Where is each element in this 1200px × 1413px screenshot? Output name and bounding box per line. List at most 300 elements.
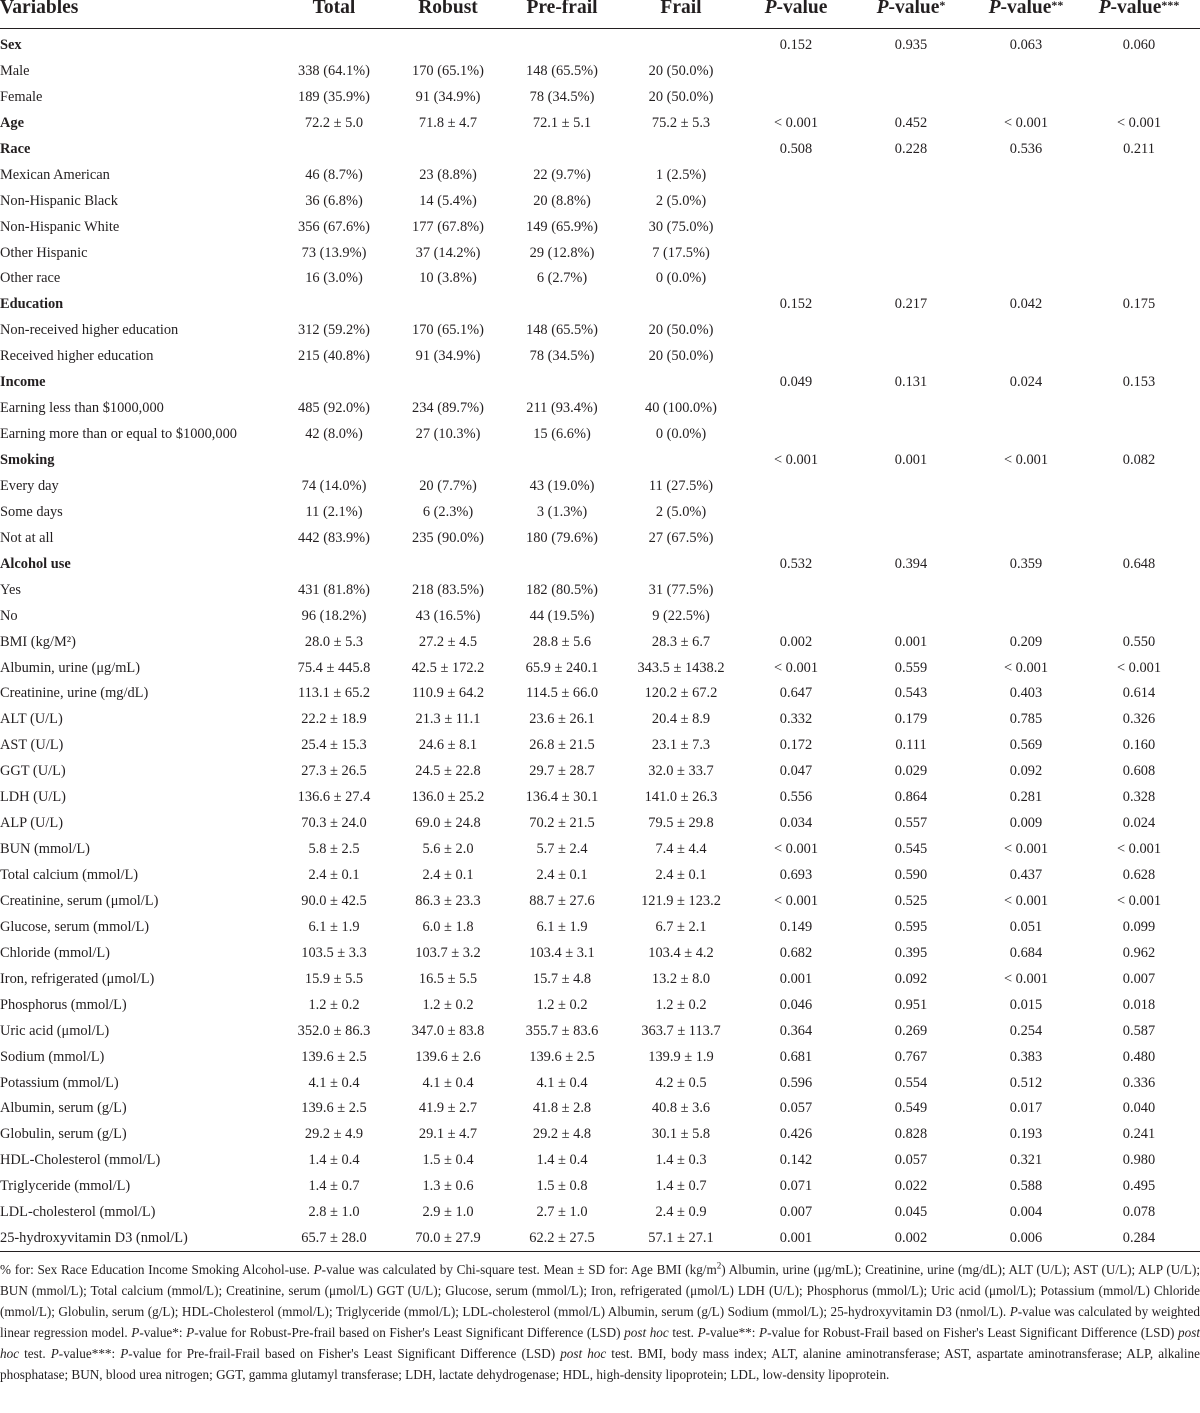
cell-p: 0.172 bbox=[779, 737, 813, 754]
table-row bbox=[0, 863, 1200, 889]
row-label: Non-Hispanic White bbox=[0, 218, 120, 235]
table-row bbox=[0, 344, 1200, 370]
cell-frail: 6.7 ± 2.1 bbox=[655, 918, 707, 935]
cell-robust: 24.6 ± 8.1 bbox=[418, 737, 478, 754]
cell-robust: 27 (10.3%) bbox=[415, 426, 481, 443]
cell-p: < 0.001 bbox=[773, 841, 819, 858]
cell-prefrail: 44 (19.5%) bbox=[529, 607, 595, 624]
cell-p3: 0.628 bbox=[1122, 867, 1156, 883]
cell-total: 75.4 ± 445.8 bbox=[297, 659, 371, 676]
table-row bbox=[0, 604, 1200, 630]
row-label: Smoking bbox=[0, 452, 55, 468]
row-label: Earning more than or equal to $1000,000 bbox=[0, 426, 237, 443]
cell-p1: 0.111 bbox=[895, 737, 927, 754]
cell-prefrail: 70.2 ± 21.5 bbox=[529, 815, 595, 832]
cell-robust: 23 (8.8%) bbox=[419, 166, 477, 183]
table-row bbox=[0, 967, 1200, 993]
cell-robust: 103.7 ± 3.2 bbox=[415, 944, 481, 961]
cell-p3: 0.024 bbox=[1122, 815, 1156, 832]
cell-prefrail: 1.4 ± 0.4 bbox=[536, 1152, 588, 1169]
cell-p2: < 0.001 bbox=[1003, 659, 1049, 676]
cell-robust: 14 (5.4%) bbox=[419, 192, 477, 209]
row-label: Alcohol use bbox=[0, 555, 71, 572]
header-p-value-2star: P-value** bbox=[988, 0, 1064, 18]
cell-robust: 136.0 ± 25.2 bbox=[411, 789, 485, 806]
cell-frail: 20 (50.0%) bbox=[648, 88, 714, 105]
cell-p3: 0.099 bbox=[1122, 918, 1156, 935]
cell-p3: < 0.001 bbox=[1116, 892, 1162, 909]
row-label: Yes bbox=[0, 581, 21, 598]
cell-p: 0.332 bbox=[779, 711, 813, 728]
cell-total: 22.2 ± 18.9 bbox=[301, 711, 367, 728]
cell-p1: 0.828 bbox=[894, 1126, 928, 1143]
cell-total: 36 (6.8%) bbox=[305, 192, 363, 209]
table-row bbox=[0, 1226, 1200, 1252]
cell-frail: 2 (5.0%) bbox=[655, 192, 707, 209]
row-label: No bbox=[0, 607, 18, 624]
cell-p: 0.001 bbox=[779, 1230, 813, 1247]
cell-total: 431 (81.8%) bbox=[298, 581, 370, 598]
cell-p: < 0.001 bbox=[773, 114, 819, 131]
row-label: Creatinine, urine (mg/dL) bbox=[0, 685, 149, 702]
cell-p1: 0.001 bbox=[894, 452, 928, 468]
cell-frail: 0 (0.0%) bbox=[655, 270, 707, 287]
cell-prefrail: 6.1 ± 1.9 bbox=[536, 918, 588, 935]
cell-robust: 6.0 ± 1.8 bbox=[422, 918, 474, 935]
row-label: Income bbox=[0, 374, 46, 391]
table-row bbox=[0, 241, 1200, 267]
cell-robust: 218 (83.5%) bbox=[412, 581, 484, 598]
row-label: BMI (kg/M²) bbox=[0, 633, 76, 650]
cell-total: 215 (40.8%) bbox=[298, 348, 370, 365]
row-label: Earning less than $1000,000 bbox=[0, 400, 164, 417]
cell-frail: 57.1 ± 27.1 bbox=[648, 1230, 714, 1247]
table-row bbox=[0, 707, 1200, 733]
cell-p2: 0.536 bbox=[1009, 140, 1043, 157]
cell-frail: 139.9 ± 1.9 bbox=[648, 1048, 714, 1065]
table-row bbox=[0, 1122, 1200, 1148]
cell-prefrail: 180 (79.6%) bbox=[526, 529, 598, 546]
cell-total: 1.4 ± 0.4 bbox=[308, 1152, 360, 1169]
header-p-value-3star: P-value*** bbox=[1098, 0, 1180, 18]
table-row bbox=[0, 1174, 1200, 1200]
cell-p1: 0.549 bbox=[894, 1100, 928, 1117]
cell-prefrail: 22 (9.7%) bbox=[533, 166, 591, 183]
cell-total: 27.3 ± 26.5 bbox=[301, 763, 367, 780]
cell-total: 11 (2.1%) bbox=[305, 503, 363, 520]
cell-p2: 0.254 bbox=[1009, 1022, 1043, 1039]
header-prefrail: Pre-frail bbox=[526, 0, 598, 18]
cell-p2: 0.569 bbox=[1009, 737, 1043, 754]
bottom-rule bbox=[0, 1251, 1200, 1252]
cell-robust: 170 (65.1%) bbox=[412, 322, 484, 339]
cell-p3: 0.153 bbox=[1122, 374, 1156, 391]
row-label: ALT (U/L) bbox=[0, 711, 63, 728]
cell-p1: 0.590 bbox=[894, 867, 928, 883]
cell-robust: 234 (89.7%) bbox=[412, 400, 484, 417]
cell-robust: 4.1 ± 0.4 bbox=[422, 1074, 474, 1091]
cell-robust: 71.8 ± 4.7 bbox=[418, 114, 478, 131]
cell-p1: 0.395 bbox=[894, 944, 928, 961]
cell-frail: 40 (100.0%) bbox=[645, 400, 717, 417]
cell-prefrail: 148 (65.5%) bbox=[526, 62, 598, 79]
cell-robust: 24.5 ± 22.8 bbox=[415, 763, 481, 780]
row-label: Potassium (mmol/L) bbox=[0, 1074, 119, 1091]
cell-total: 136.6 ± 27.4 bbox=[297, 789, 371, 806]
cell-p1: 0.559 bbox=[894, 659, 928, 676]
cell-prefrail: 65.9 ± 240.1 bbox=[525, 659, 599, 676]
cell-prefrail: 26.8 ± 21.5 bbox=[529, 737, 595, 754]
cell-p1: 0.595 bbox=[894, 918, 928, 935]
cell-p1: 0.554 bbox=[894, 1074, 928, 1091]
cell-robust: 16.5 ± 5.5 bbox=[418, 970, 478, 987]
table-row bbox=[0, 889, 1200, 915]
row-label: Education bbox=[0, 296, 64, 313]
row-label: Albumin, serum (g/L) bbox=[0, 1100, 127, 1117]
cell-total: 312 (59.2%) bbox=[298, 322, 370, 339]
table-footnote: % for: Sex Race Education Income Smoking Alcohol-use. P-value was calculated by Chi-square test. Mean ± SD for: Age BMI $(kg/m^2)$ Albumin, urine (μg/mL); Creatinine, urine (mg/dL); ALT (U/L); AST (U/L); ALP (U/L); BUN (mmol/L); Total calcium (mmol/L); Creatinine, serum (μmol/L) GGT (U/L); Glucose, serum (mmol/L); Iron, refrigerated (μmol/L) LDH (U/L); Phosphorus (mmol/L); Uric acid (μmol/L); Potassium (mmol/L) Chloride (mmol/L); Globulin, serum (g/L); HDL-Cholesterol (mmol/L); Triglyceride (mmol/L); LDL-cholesterol (mmol/L) Albumin, serum (g/L) Sodium (mmol/L); 25-hydroxyvitamin D3 (nmol/L). P-value was calculated by weighted linear regression model. P-value*: P-value for Robust-Pre-frail based on Fisher's Least Significant Difference (LSD) post hoc test. P-value**: P-value for Robust-Frail based on Fisher's Least Significant Difference (LSD) post hoc test. P-value***: P-value for Pre-frail-Frail based on Fisher's Least Significant Difference (LSD) post hoc test. BMI, body mass index; ALT, alanine aminotransferase; AST, aspartate aminotransferase; ALP, alkaline phosphatase; BUN, blood urea nitrogen; GGT, gamma glutamyl transferase; LDH, lactate dehydrogenase; HDL, high-density lipoprotein; LDL, low-density lipoprotein. bbox=[0, 1260, 1200, 1382]
cell-frail: 363.7 ± 113.7 bbox=[641, 1022, 721, 1039]
cell-prefrail: 29.2 ± 4.8 bbox=[532, 1126, 592, 1143]
row-label: Non-Hispanic Black bbox=[0, 192, 118, 209]
cell-p3: 0.078 bbox=[1122, 1204, 1156, 1221]
cell-p2: 0.051 bbox=[1009, 918, 1043, 935]
cell-prefrail: 43 (19.0%) bbox=[529, 477, 595, 494]
cell-p3: 0.082 bbox=[1122, 452, 1156, 468]
cell-robust: 21.3 ± 11.1 bbox=[415, 711, 481, 728]
cell-p: 0.152 bbox=[779, 296, 813, 313]
cell-robust: 27.2 ± 4.5 bbox=[418, 633, 478, 650]
table-row bbox=[0, 630, 1200, 656]
table-row bbox=[0, 578, 1200, 604]
cell-p2: < 0.001 bbox=[1003, 114, 1049, 131]
row-label: Other Hispanic bbox=[0, 244, 88, 261]
cell-p2: 0.359 bbox=[1009, 555, 1043, 572]
cell-prefrail: 20 (8.8%) bbox=[533, 192, 591, 209]
cell-robust: 6 (2.3%) bbox=[422, 503, 474, 520]
cell-robust: 110.9 ± 64.2 bbox=[411, 685, 485, 702]
cell-frail: 2.4 ± 0.1 bbox=[655, 867, 707, 883]
cell-robust: 10 (3.8%) bbox=[419, 270, 477, 287]
cell-p: < 0.001 bbox=[773, 892, 819, 909]
row-label: Non-received higher education bbox=[0, 322, 179, 339]
cell-p2: < 0.001 bbox=[1003, 452, 1049, 468]
cell-p2: 0.209 bbox=[1009, 633, 1043, 650]
header-variables: Variables bbox=[0, 0, 79, 18]
cell-p3: 0.175 bbox=[1122, 296, 1156, 313]
cell-p3: 0.040 bbox=[1122, 1100, 1156, 1117]
row-label: Chloride (mmol/L) bbox=[0, 944, 110, 961]
cell-p: 0.681 bbox=[779, 1048, 813, 1065]
cell-frail: 343.5 ± 1438.2 bbox=[637, 659, 725, 676]
cell-p: 0.046 bbox=[779, 996, 813, 1013]
cell-frail: 103.4 ± 4.2 bbox=[648, 944, 714, 961]
cell-p2: 0.321 bbox=[1009, 1152, 1043, 1169]
cell-p3: 0.962 bbox=[1122, 944, 1156, 961]
table-body bbox=[0, 33, 1200, 1252]
cell-total: 15.9 ± 5.5 bbox=[304, 970, 364, 987]
cell-total: 2.8 ± 1.0 bbox=[308, 1204, 360, 1221]
row-label: Phosphorus (mmol/L) bbox=[0, 996, 127, 1013]
cell-p1: 0.269 bbox=[894, 1022, 928, 1039]
cell-p: < 0.001 bbox=[773, 659, 819, 676]
table-row bbox=[0, 422, 1200, 448]
cell-total: 139.6 ± 2.5 bbox=[301, 1048, 367, 1065]
table-row bbox=[0, 1071, 1200, 1097]
cell-robust: 1.5 ± 0.4 bbox=[422, 1152, 474, 1169]
cell-p1: 0.029 bbox=[894, 763, 928, 780]
cell-p: 0.047 bbox=[779, 763, 813, 780]
cell-frail: 1.4 ± 0.3 bbox=[655, 1152, 707, 1169]
cell-frail: 0 (0.0%) bbox=[655, 426, 707, 443]
cell-frail: 7 (17.5%) bbox=[652, 244, 710, 261]
cell-robust: 69.0 ± 24.8 bbox=[415, 815, 481, 832]
table-row bbox=[0, 993, 1200, 1019]
row-label: Albumin, urine (μg/mL) bbox=[0, 659, 141, 676]
cell-frail: 32.0 ± 33.7 bbox=[648, 763, 714, 780]
cell-p1: 0.557 bbox=[894, 815, 928, 832]
cell-robust: 235 (90.0%) bbox=[412, 529, 484, 546]
table-row bbox=[0, 163, 1200, 189]
cell-frail: 2.4 ± 0.9 bbox=[655, 1204, 707, 1221]
row-label: Not at all bbox=[0, 529, 54, 546]
cell-prefrail: 114.5 ± 66.0 bbox=[525, 685, 599, 702]
cell-prefrail: 4.1 ± 0.4 bbox=[536, 1074, 588, 1091]
table-row bbox=[0, 811, 1200, 837]
cell-p2: 0.024 bbox=[1009, 374, 1043, 391]
cell-prefrail: 148 (65.5%) bbox=[526, 322, 598, 339]
table-row bbox=[0, 1200, 1200, 1226]
cell-p3: < 0.001 bbox=[1116, 659, 1162, 676]
row-label: LDL-cholesterol (mmol/L) bbox=[0, 1204, 156, 1221]
cell-robust: 347.0 ± 83.8 bbox=[411, 1022, 485, 1039]
cell-total: 65.7 ± 28.0 bbox=[301, 1230, 367, 1247]
cell-total: 352.0 ± 86.3 bbox=[297, 1022, 371, 1039]
cell-prefrail: 28.8 ± 5.6 bbox=[532, 633, 592, 650]
cell-p2: 0.437 bbox=[1009, 867, 1043, 883]
row-label: GGT (U/L) bbox=[0, 763, 66, 780]
cell-p2: 0.281 bbox=[1009, 789, 1043, 806]
header-frail: Frail bbox=[660, 0, 702, 18]
cell-prefrail: 5.7 ± 2.4 bbox=[536, 841, 588, 858]
cell-total: 72.2 ± 5.0 bbox=[304, 114, 364, 131]
cell-p1: 0.022 bbox=[894, 1178, 928, 1195]
row-label: ALP (U/L) bbox=[0, 815, 64, 832]
row-label: Sex bbox=[0, 37, 22, 53]
cell-total: 96 (18.2%) bbox=[301, 607, 367, 624]
cell-p2: 0.684 bbox=[1009, 944, 1043, 961]
cell-total: 70.3 ± 24.0 bbox=[301, 815, 367, 832]
row-label: AST (U/L) bbox=[0, 737, 64, 754]
row-label: LDH (U/L) bbox=[0, 789, 66, 806]
cell-p3: 0.326 bbox=[1122, 711, 1156, 728]
cell-prefrail: 139.6 ± 2.5 bbox=[529, 1048, 595, 1065]
cell-total: 2.4 ± 0.1 bbox=[308, 867, 360, 883]
cell-p1: 0.525 bbox=[894, 892, 928, 909]
cell-p1: 0.394 bbox=[894, 555, 928, 572]
cell-p3: 0.060 bbox=[1122, 37, 1156, 53]
row-label: Mexican American bbox=[0, 166, 110, 183]
cell-p: 0.149 bbox=[779, 918, 813, 935]
cell-frail: 28.3 ± 6.7 bbox=[651, 633, 711, 650]
row-label: Received higher education bbox=[0, 348, 154, 365]
cell-p3: 0.587 bbox=[1122, 1022, 1156, 1039]
cell-p2: 0.063 bbox=[1009, 37, 1043, 53]
cell-frail: 1.2 ± 0.2 bbox=[655, 996, 707, 1013]
cell-p1: 0.543 bbox=[894, 685, 928, 702]
cell-frail: 2 (5.0%) bbox=[655, 503, 707, 520]
table-row bbox=[0, 85, 1200, 111]
table-row bbox=[0, 318, 1200, 344]
cell-frail: 31 (77.5%) bbox=[648, 581, 714, 598]
cell-robust: 43 (16.5%) bbox=[415, 607, 481, 624]
cell-robust: 37 (14.2%) bbox=[415, 244, 481, 261]
table-section-row bbox=[0, 292, 1200, 318]
table-row bbox=[0, 59, 1200, 85]
cell-p2: < 0.001 bbox=[1003, 970, 1049, 987]
cell-frail: 27 (67.5%) bbox=[648, 529, 714, 546]
cell-frail: 23.1 ± 7.3 bbox=[651, 737, 711, 754]
cell-frail: 1 (2.5%) bbox=[655, 166, 707, 183]
header-p-value: P-value bbox=[764, 0, 828, 18]
table-row bbox=[0, 500, 1200, 526]
cell-p: 0.002 bbox=[779, 633, 813, 650]
cell-total: 6.1 ± 1.9 bbox=[308, 918, 360, 935]
cell-total: 73 (13.9%) bbox=[301, 244, 367, 261]
table-row bbox=[0, 189, 1200, 215]
cell-prefrail: 2.4 ± 0.1 bbox=[536, 867, 588, 883]
cell-robust: 139.6 ± 2.6 bbox=[415, 1048, 481, 1065]
table-row bbox=[0, 785, 1200, 811]
header-robust: Robust bbox=[418, 0, 478, 18]
table-row bbox=[0, 266, 1200, 292]
cell-robust: 5.6 ± 2.0 bbox=[422, 841, 474, 858]
cell-robust: 41.9 ± 2.7 bbox=[418, 1100, 478, 1117]
table-row bbox=[0, 396, 1200, 422]
row-label: Uric acid (μmol/L) bbox=[0, 1022, 110, 1039]
cell-p2: 0.785 bbox=[1009, 711, 1043, 728]
cell-frail: 20 (50.0%) bbox=[648, 322, 714, 339]
cell-frail: 1.4 ± 0.7 bbox=[655, 1178, 707, 1195]
cell-p3: 0.211 bbox=[1123, 140, 1155, 157]
table-row bbox=[0, 941, 1200, 967]
cell-prefrail: 78 (34.5%) bbox=[529, 88, 595, 105]
table-row bbox=[0, 656, 1200, 682]
cell-p2: 0.512 bbox=[1009, 1074, 1043, 1091]
cell-p1: 0.864 bbox=[894, 789, 928, 806]
cell-prefrail: 2.7 ± 1.0 bbox=[536, 1204, 588, 1221]
table-section-row bbox=[0, 33, 1200, 59]
cell-p3: 0.480 bbox=[1122, 1048, 1156, 1065]
cell-p3: 0.608 bbox=[1122, 763, 1156, 780]
cell-p3: < 0.001 bbox=[1116, 114, 1162, 131]
row-label: Every day bbox=[0, 477, 59, 494]
cell-prefrail: 88.7 ± 27.6 bbox=[529, 892, 595, 909]
cell-p: 0.007 bbox=[779, 1204, 813, 1221]
cell-p: 0.532 bbox=[779, 555, 813, 572]
cell-p1: 0.092 bbox=[894, 970, 928, 987]
cell-p: 0.556 bbox=[779, 789, 813, 806]
cell-prefrail: 41.8 ± 2.8 bbox=[532, 1100, 592, 1117]
table-row bbox=[0, 1045, 1200, 1071]
cell-p2: < 0.001 bbox=[1003, 892, 1049, 909]
cell-p1: 0.935 bbox=[894, 37, 928, 53]
cell-total: 113.1 ± 65.2 bbox=[297, 685, 371, 702]
cell-p2: 0.006 bbox=[1009, 1230, 1043, 1247]
cell-total: 338 (64.1%) bbox=[298, 62, 370, 79]
cell-p1: 0.228 bbox=[894, 140, 928, 157]
row-label: Creatinine, serum (μmol/L) bbox=[0, 892, 159, 909]
cell-total: 42 (8.0%) bbox=[305, 426, 363, 443]
cell-p3: 0.550 bbox=[1122, 633, 1156, 650]
cell-p1: 0.002 bbox=[894, 1230, 928, 1247]
cell-p2: 0.403 bbox=[1009, 685, 1043, 702]
cell-p1: 0.179 bbox=[894, 711, 928, 728]
cell-prefrail: 23.6 ± 26.1 bbox=[529, 711, 595, 728]
cell-total: 356 (67.6%) bbox=[298, 218, 370, 235]
cell-frail: 141.0 ± 26.3 bbox=[644, 789, 718, 806]
cell-p3: 0.495 bbox=[1122, 1178, 1156, 1195]
cell-robust: 29.1 ± 4.7 bbox=[418, 1126, 478, 1143]
cell-p: < 0.001 bbox=[773, 452, 819, 468]
cell-prefrail: 15.7 ± 4.8 bbox=[532, 970, 592, 987]
cell-p1: 0.057 bbox=[894, 1152, 928, 1169]
cell-p3: 0.241 bbox=[1122, 1126, 1156, 1143]
cell-frail: 11 (27.5%) bbox=[648, 477, 714, 494]
cell-frail: 4.2 ± 0.5 bbox=[655, 1074, 707, 1091]
cell-frail: 20.4 ± 8.9 bbox=[651, 711, 711, 728]
cell-p3: 0.648 bbox=[1122, 555, 1156, 572]
cell-robust: 20 (7.7%) bbox=[419, 477, 477, 494]
row-label: Age bbox=[0, 114, 24, 131]
table-row bbox=[0, 526, 1200, 552]
cell-p: 0.071 bbox=[779, 1178, 813, 1195]
row-label: Male bbox=[0, 62, 30, 79]
cell-p1: 0.767 bbox=[894, 1048, 928, 1065]
cell-p2: 0.193 bbox=[1009, 1126, 1043, 1143]
cell-total: 485 (92.0%) bbox=[298, 400, 370, 417]
cell-robust: 2.9 ± 1.0 bbox=[422, 1204, 474, 1221]
cell-robust: 177 (67.8%) bbox=[412, 218, 484, 235]
table-row bbox=[0, 474, 1200, 500]
cell-robust: 91 (34.9%) bbox=[415, 348, 481, 365]
table-section-row bbox=[0, 137, 1200, 163]
cell-frail: 121.9 ± 123.2 bbox=[641, 892, 721, 909]
cell-prefrail: 6 (2.7%) bbox=[536, 270, 588, 287]
cell-p1: 0.951 bbox=[894, 996, 928, 1013]
cell-p2: < 0.001 bbox=[1003, 841, 1049, 858]
cell-p1: 0.045 bbox=[894, 1204, 928, 1221]
cell-robust: 42.5 ± 172.2 bbox=[411, 659, 485, 676]
row-label: Triglyceride (mmol/L) bbox=[0, 1178, 131, 1195]
row-label: Total calcium (mmol/L) bbox=[0, 867, 139, 883]
table-row bbox=[0, 1096, 1200, 1122]
cell-prefrail: 29 (12.8%) bbox=[529, 244, 595, 261]
cell-prefrail: 149 (65.9%) bbox=[526, 218, 598, 235]
cell-total: 442 (83.9%) bbox=[298, 529, 370, 546]
cell-p: 0.508 bbox=[779, 140, 813, 157]
cell-total: 28.0 ± 5.3 bbox=[304, 633, 364, 650]
row-label: Other race bbox=[0, 270, 61, 287]
cell-p2: 0.588 bbox=[1009, 1178, 1043, 1195]
cell-robust: 70.0 ± 27.9 bbox=[415, 1230, 481, 1247]
cell-frail: 30.1 ± 5.8 bbox=[651, 1126, 711, 1143]
cell-robust: 91 (34.9%) bbox=[415, 88, 481, 105]
cell-prefrail: 29.7 ± 28.7 bbox=[529, 763, 595, 780]
cell-robust: 170 (65.1%) bbox=[412, 62, 484, 79]
cell-robust: 86.3 ± 23.3 bbox=[415, 892, 481, 909]
cell-p3: 0.160 bbox=[1122, 737, 1156, 754]
